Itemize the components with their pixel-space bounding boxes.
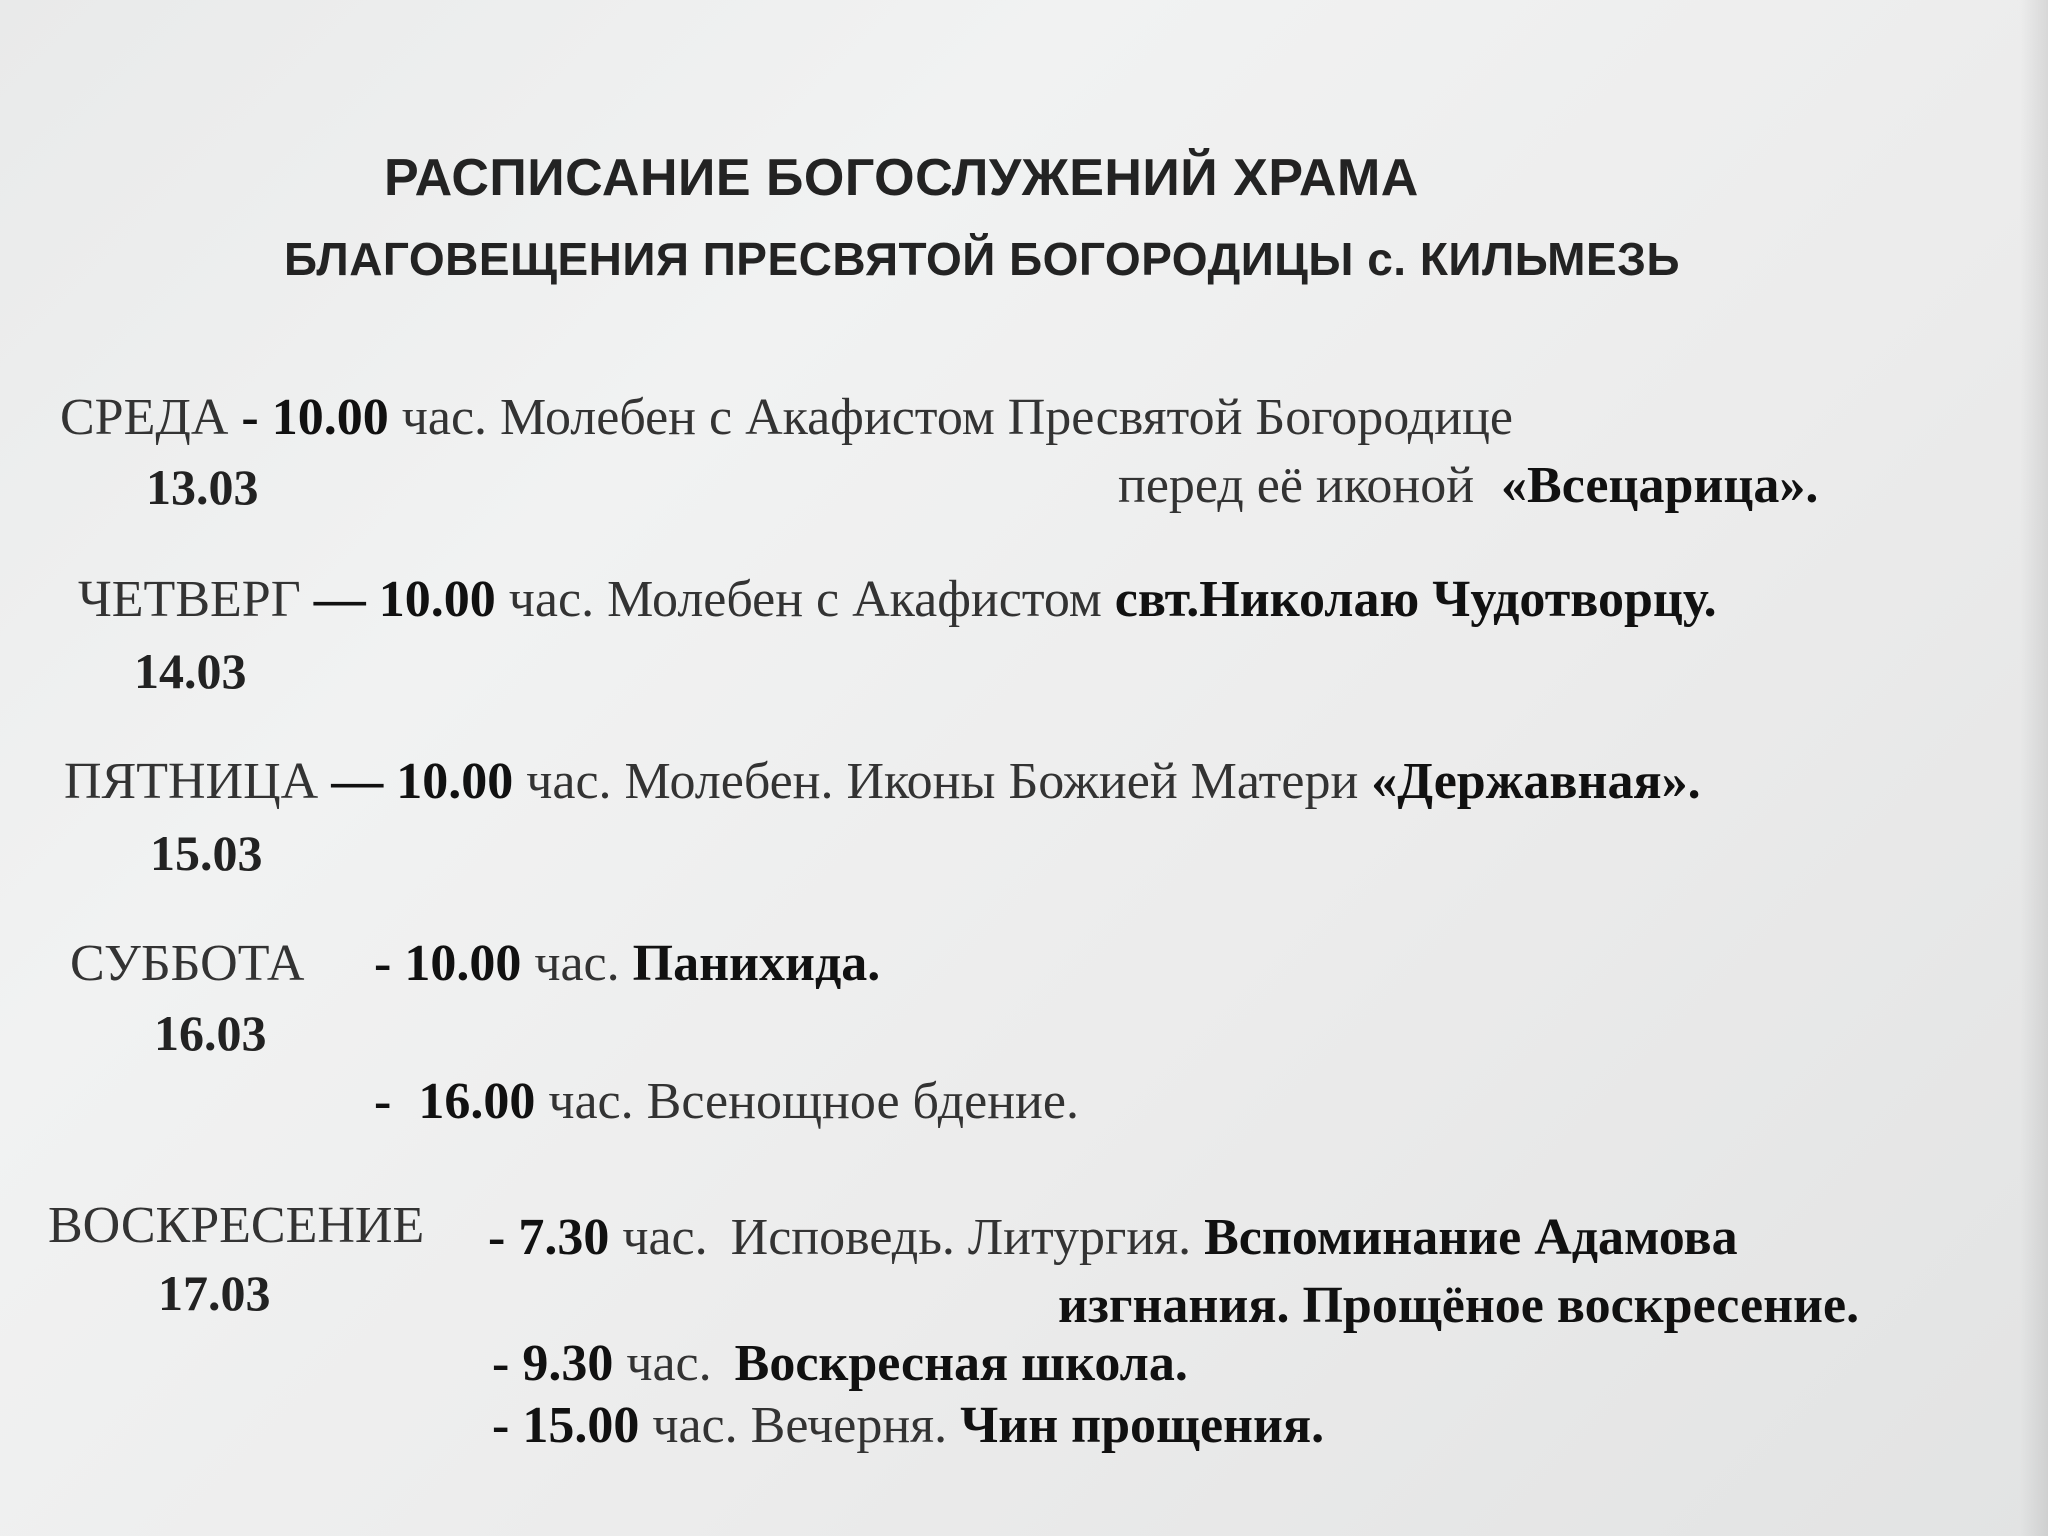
service-description: Вечерня. (750, 1397, 948, 1454)
service-description: Исповедь. Литургия. (730, 1209, 1192, 1266)
separator: — (331, 753, 384, 810)
service-description: Панихида. (632, 935, 881, 992)
time-unit: час. (534, 935, 620, 992)
service-time: 7.30 (518, 1209, 610, 1266)
wednesday-line-2 (1118, 456, 1818, 515)
icon-name: «Всецарица». (1501, 457, 1819, 514)
page-edge-shadow (2020, 0, 2048, 1536)
day-label: ПЯТНИЦА (64, 753, 319, 810)
friday-date: 15.03 (150, 825, 263, 881)
time-unit: час. (526, 753, 612, 810)
sunday-service-1-cont (1058, 1276, 1859, 1335)
saturday-service-1 (374, 934, 880, 993)
time-unit: час. (622, 1209, 708, 1266)
schedule-title: РАСПИСАНИЕ БОГОСЛУЖЕНИЙ ХРАМА (384, 149, 1419, 207)
friday-line (64, 752, 1701, 811)
icon-name: «Державная». (1371, 753, 1701, 810)
saturday-date: 16.03 (154, 1005, 267, 1061)
separator: — (313, 571, 366, 628)
wednesday-date: 13.03 (146, 459, 259, 515)
time-unit: час. (548, 1073, 634, 1130)
time-unit: час. (401, 389, 488, 446)
service-description: Всенощное бдение. (646, 1073, 1079, 1130)
sunday-date: 17.03 (158, 1265, 271, 1321)
time-unit: час. (626, 1335, 712, 1392)
feast-name-cont: изгнания. Прощёное воскресение. (1058, 1277, 1860, 1334)
sunday-service-3 (492, 1396, 1324, 1455)
separator: - (241, 389, 259, 446)
service-time: 10.00 (396, 753, 514, 810)
separator: - (488, 1209, 506, 1266)
sunday-service-1 (488, 1208, 1738, 1267)
service-time: 10.00 (271, 389, 389, 446)
saturday-day: СУББОТА (70, 935, 305, 992)
separator: - (492, 1397, 510, 1454)
service-time: 15.00 (522, 1397, 640, 1454)
sunday-day: ВОСКРЕСЕНИЕ (48, 1197, 425, 1254)
saint-name: свт.Николаю Чудотворцу. (1114, 571, 1717, 628)
service-time: 16.00 (418, 1073, 536, 1130)
day-label: ЧЕТВЕРГ (78, 571, 301, 628)
service-time: 9.30 (522, 1335, 614, 1392)
service-description: Молебен с Акафистом Пресвятой Богородице (500, 389, 1513, 446)
service-description: перед её иконой (1118, 457, 1475, 514)
time-unit: час. (508, 571, 595, 628)
separator: - (492, 1335, 510, 1392)
church-name: БЛАГОВЕЩЕНИЯ ПРЕСВЯТОЙ БОГОРОДИЦЫ с. КИЛЬМЕЗЬ (284, 233, 1681, 285)
service-description: Молебен с Акафистом (607, 571, 1102, 628)
rite-name: Чин прощения. (960, 1397, 1325, 1454)
service-description: Воскресная школа. (734, 1335, 1188, 1392)
service-time: 10.00 (378, 571, 496, 628)
sunday-service-2 (492, 1334, 1188, 1393)
feast-name: Вспоминание Адамова (1204, 1209, 1738, 1266)
day-label: СРЕДА (60, 389, 229, 446)
wednesday-line (60, 388, 1513, 447)
service-time: 10.00 (404, 935, 522, 992)
saturday-service-2 (374, 1072, 1079, 1131)
thursday-line (78, 570, 1717, 629)
separator: - (374, 1073, 392, 1130)
service-description: Молебен. Иконы Божией Матери (624, 753, 1359, 810)
separator: - (374, 935, 392, 992)
thursday-date: 14.03 (134, 643, 247, 699)
time-unit: час. (652, 1397, 738, 1454)
